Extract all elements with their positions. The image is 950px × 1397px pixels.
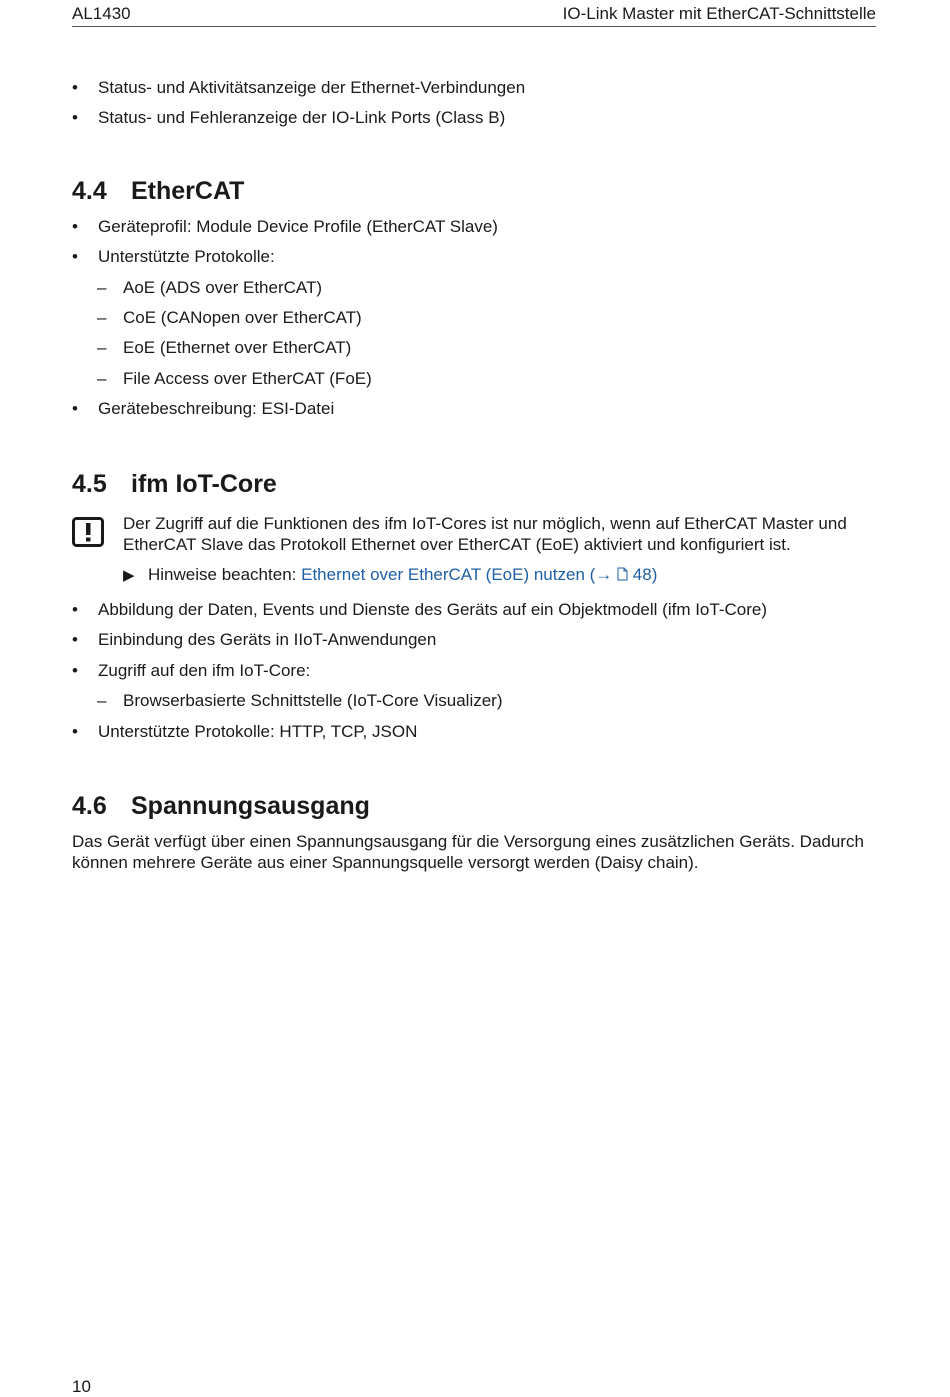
list-item: • Gerätebeschreibung: ESI-Datei: [72, 399, 335, 418]
sub-list-item: – Browserbasierte Schnittstelle (IoT-Core Visualizer): [97, 691, 503, 710]
exclamation-box-icon: [72, 517, 104, 547]
doc-code: AL1430: [72, 4, 131, 23]
doc-title: IO-Link Master mit EtherCAT-Schnittstelle: [562, 4, 876, 23]
page-number: 10: [72, 1377, 91, 1396]
list-item: • Abbildung der Daten, Events und Dienste des Geräts auf ein Objektmodell (ifm IoT-Core): [72, 600, 768, 619]
list-item: • Zugriff auf den ifm IoT-Core:: [72, 661, 311, 680]
header-rule: [72, 26, 876, 27]
list-item: • Einbindung des Geräts in IIoT-Anwendungen: [72, 630, 437, 649]
list-item: • Geräteprofil: Module Device Profile (EtherCAT Slave): [72, 217, 498, 236]
hint-line: ▶ Hinweise beachten: Ethernet over EtherCAT (EoE) nutzen (→ 48): [123, 565, 658, 584]
sub-list-item: – AoE (ADS over EtherCAT): [97, 278, 323, 297]
section-heading-4-6: 4.6 Spannungsausgang: [72, 792, 370, 820]
section-heading-4-5: 4.5 ifm IoT-Core: [72, 470, 277, 498]
sub-list-item: – EoE (Ethernet over EtherCAT): [97, 338, 352, 357]
section-heading-4-4: 4.4 EtherCAT: [72, 177, 245, 205]
list-item: • Status- und Aktivitätsanzeige der Ethernet-Verbindungen: [72, 78, 526, 97]
list-item: • Unterstützte Protokolle:: [72, 247, 275, 266]
eoe-link[interactable]: Ethernet over EtherCAT (EoE) nutzen (→ 48): [301, 565, 658, 584]
page-icon: [617, 567, 628, 581]
triangle-right-icon: ▶: [123, 567, 135, 584]
sub-list-item: – File Access over EtherCAT (FoE): [97, 369, 372, 388]
sub-list-item: – CoE (CANopen over EtherCAT): [97, 308, 362, 327]
list-item: • Status- und Fehleranzeige der IO-Link Ports (Class B): [72, 108, 506, 127]
section-paragraph: Das Gerät verfügt über einen Spannungsausgang für die Versorgung eines zusätzlichen Geräts. Dadurch können mehrere Geräte aus einer Spannungsquelle versorgt werden (Daisy chain).: [72, 832, 864, 872]
notice-text: Der Zugriff auf die Funktionen des ifm IoT-Cores ist nur möglich, wenn auf EtherCAT Master und EtherCAT Slave das Protokoll Ethernet over EtherCAT (EoE) aktiviert und konfiguriert ist.: [123, 514, 847, 554]
list-item: • Unterstützte Protokolle: HTTP, TCP, JSON: [72, 722, 418, 741]
